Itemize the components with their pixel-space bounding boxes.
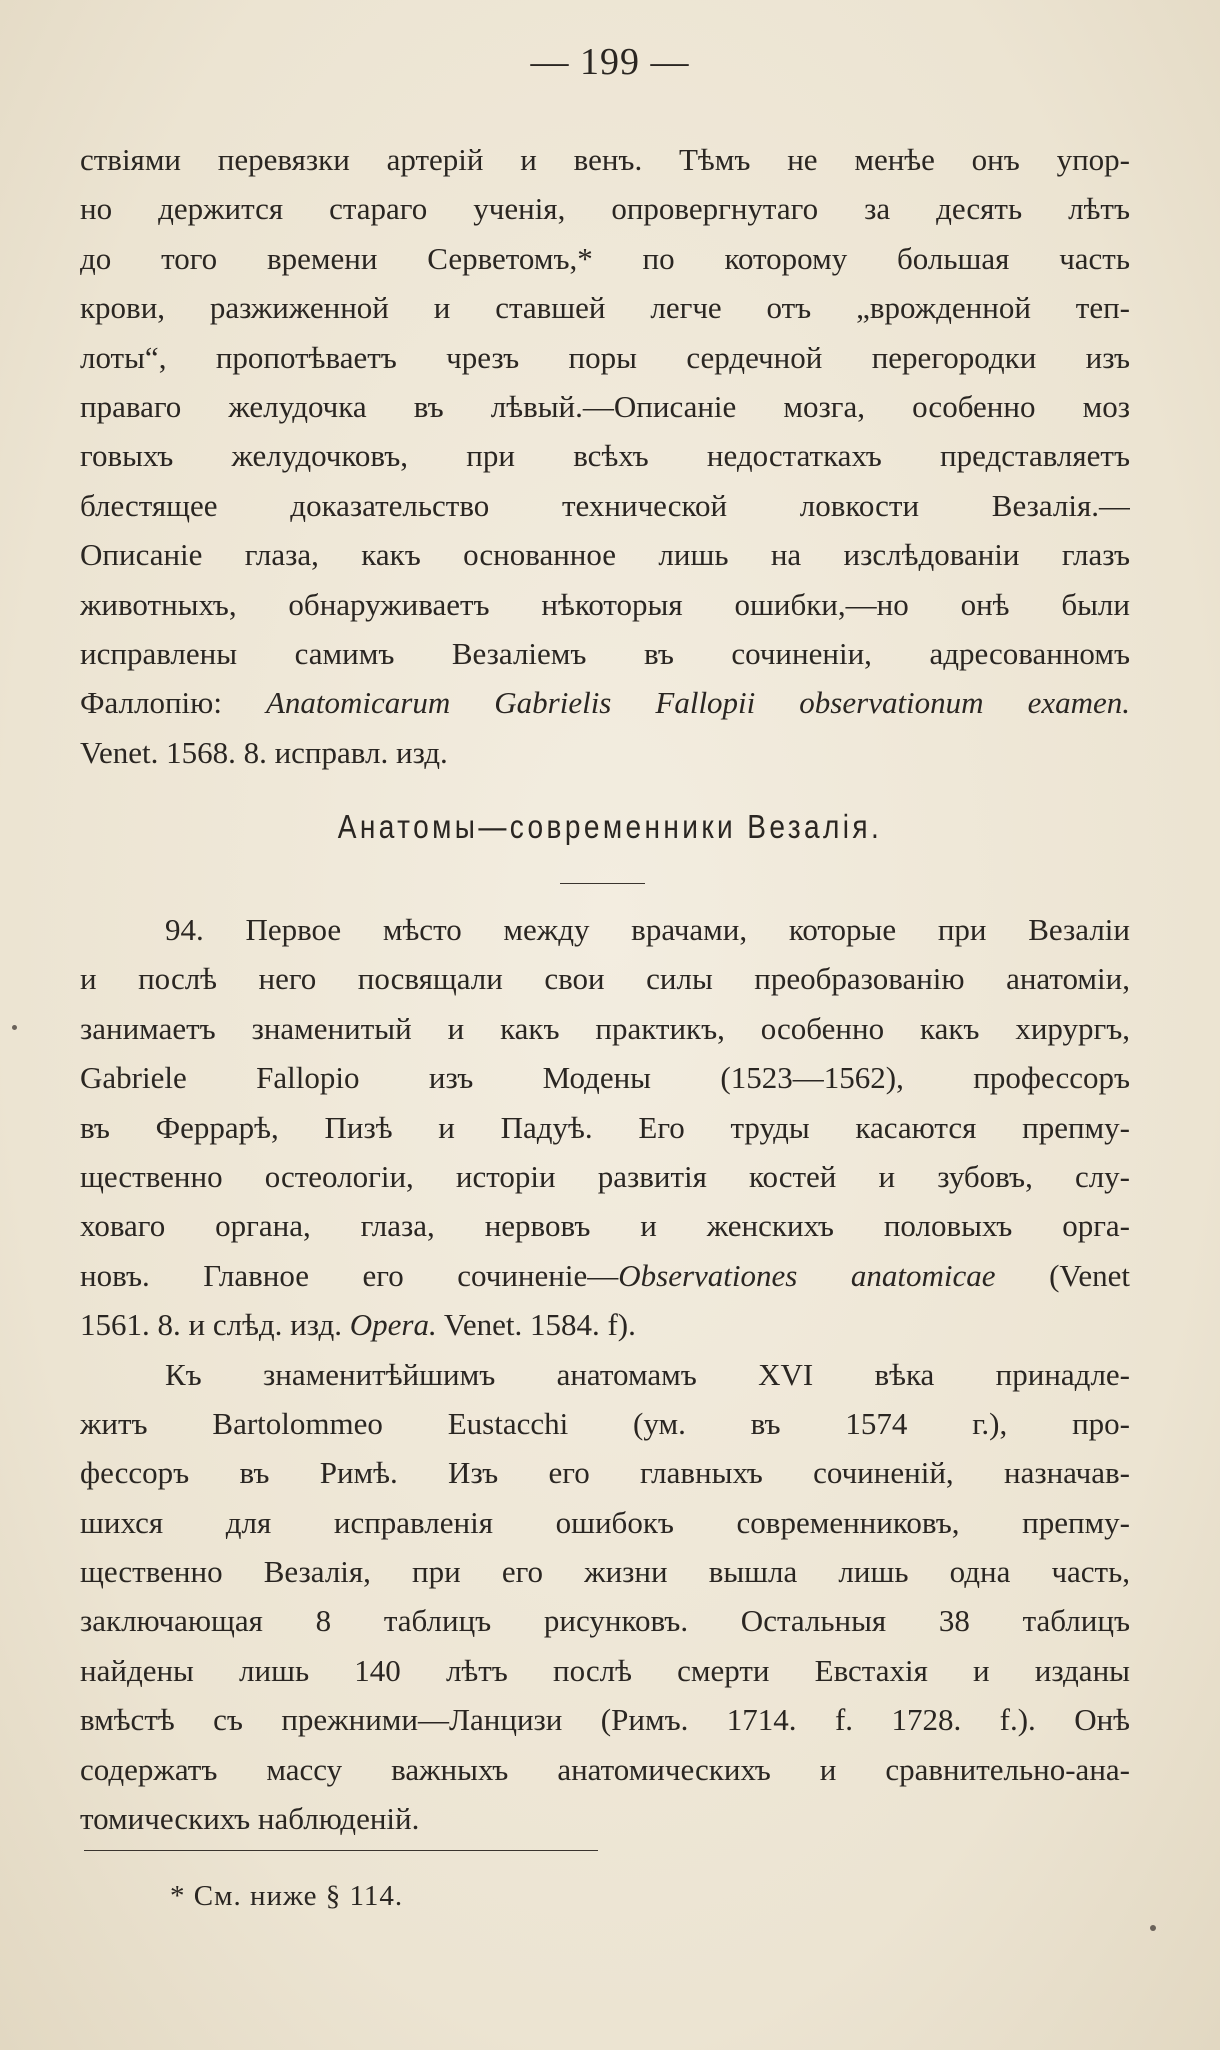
footnote: * См. ниже § 114. (170, 1880, 404, 1912)
footnote-rule (84, 1850, 598, 1851)
text-line: блестящее доказательство технической ловкости Везалія.— (80, 487, 1130, 523)
paragraph-continuation (80, 135, 1130, 777)
text-line-with-citation (80, 1300, 1130, 1349)
text-line: томическихъ наблюденій. (80, 1801, 420, 1837)
section-heading: Анатомы—современники Везалія. (337, 808, 883, 845)
page-number: — 199 — (530, 41, 690, 83)
paragraph-94 (80, 905, 1130, 1843)
citation-title: Observationes anatomicae (618, 1257, 996, 1293)
text-line: праваго желудочка въ лѣвый.—Описаніе мозга, особенно моз (80, 388, 1130, 424)
text-line-with-citation (80, 678, 1130, 727)
text-fragment: (Venet (995, 1257, 1130, 1293)
text-line: говыхъ желудочковъ, при всѣхъ недостаткахъ представляетъ (80, 438, 1130, 474)
text-fragment: Фаллопію: (80, 685, 266, 721)
text-line: щественно остеологіи, исторіи развитія костей и зубовъ, слу- (80, 1158, 1130, 1194)
text-line: житъ Bartolommeo Eustacchi (ум. въ 1574 г.), про- (80, 1405, 1130, 1441)
text-line: найдены лишь 140 лѣтъ послѣ смерти Евстахія и изданы (80, 1652, 1130, 1688)
citation-title: Opera. (349, 1307, 437, 1343)
text-fragment: Venet. 1584. f). (436, 1307, 636, 1343)
text-line: животныхъ, обнаруживаетъ нѣкоторыя ошибки,—но онѣ были (80, 586, 1130, 622)
text-line: лоты“, пропотѣваетъ чрезъ поры сердечной перегородки изъ (80, 339, 1130, 375)
text-line: шихся для исправленія ошибокъ современниковъ, препму- (80, 1504, 1130, 1540)
paper-speck (1150, 1925, 1156, 1931)
text-fragment: 1561. 8. и слѣд. изд. (80, 1307, 350, 1343)
text-line: крови, разжиженной и ставшей легче отъ „врожденной теп- (80, 290, 1130, 326)
text-line: Venet. 1568. 8. исправл. изд. (80, 734, 448, 770)
text-line: до того времени Серветомъ,* по которому большая часть (80, 240, 1130, 276)
text-line: въ Феррарѣ, Пизѣ и Падуѣ. Его труды касаются препму- (80, 1109, 1130, 1145)
text-line: щественно Везалія, при его жизни вышла лишь одна часть, (80, 1554, 1130, 1590)
text-line: содержатъ массу важныхъ анатомическихъ и сравнительно-ана- (80, 1751, 1130, 1787)
text-line: вмѣстѣ съ прежними—Ланцизи (Римъ. 1714. f. 1728. f.). Онѣ (80, 1702, 1130, 1738)
text-line: исправлены самимъ Везаліемъ въ сочиненіи, адресованномъ (80, 635, 1130, 671)
text-line: но держится стараго ученія, опровергнутаго за десять лѣтъ (80, 191, 1130, 227)
text-line: Описаніе глаза, какъ основанное лишь на изслѣдованіи глазъ (80, 537, 1130, 573)
heading-rule (560, 883, 645, 884)
citation-title: Anatomicarum Gabrielis Fallopii observationum examen. (265, 685, 1130, 721)
text-line: заключающая 8 таблицъ рисунковъ. Остальныя 38 таблицъ (80, 1603, 1130, 1639)
text-line: 94. Первое мѣсто между врачами, которые при Везаліи (165, 912, 1130, 947)
text-line: занимаетъ знаменитый и какъ практикъ, особенно какъ хирургъ, (80, 1010, 1130, 1046)
text-fragment: новъ. Главное его сочиненіе— (80, 1257, 619, 1293)
text-line: фессоръ въ Римѣ. Изъ его главныхъ сочиненій, назначав- (80, 1455, 1130, 1491)
text-line: и послѣ него посвящали свои силы преобразованію анатоміи, (80, 961, 1130, 997)
text-line: Къ знаменитѣйшимъ анатомамъ XVI вѣка принадле- (165, 1356, 1130, 1392)
paper-speck (12, 1025, 17, 1030)
text-line: ховаго органа, глаза, нервовъ и женскихъ половыхъ орга- (80, 1208, 1130, 1244)
text-line: Gabriele Fallopio изъ Модены (1523—1562), профессоръ (80, 1060, 1130, 1096)
text-line: ствіями перевязки артерій и венъ. Тѣмъ не менѣе онъ упор- (80, 142, 1130, 177)
text-line-with-citation (80, 1251, 1130, 1300)
